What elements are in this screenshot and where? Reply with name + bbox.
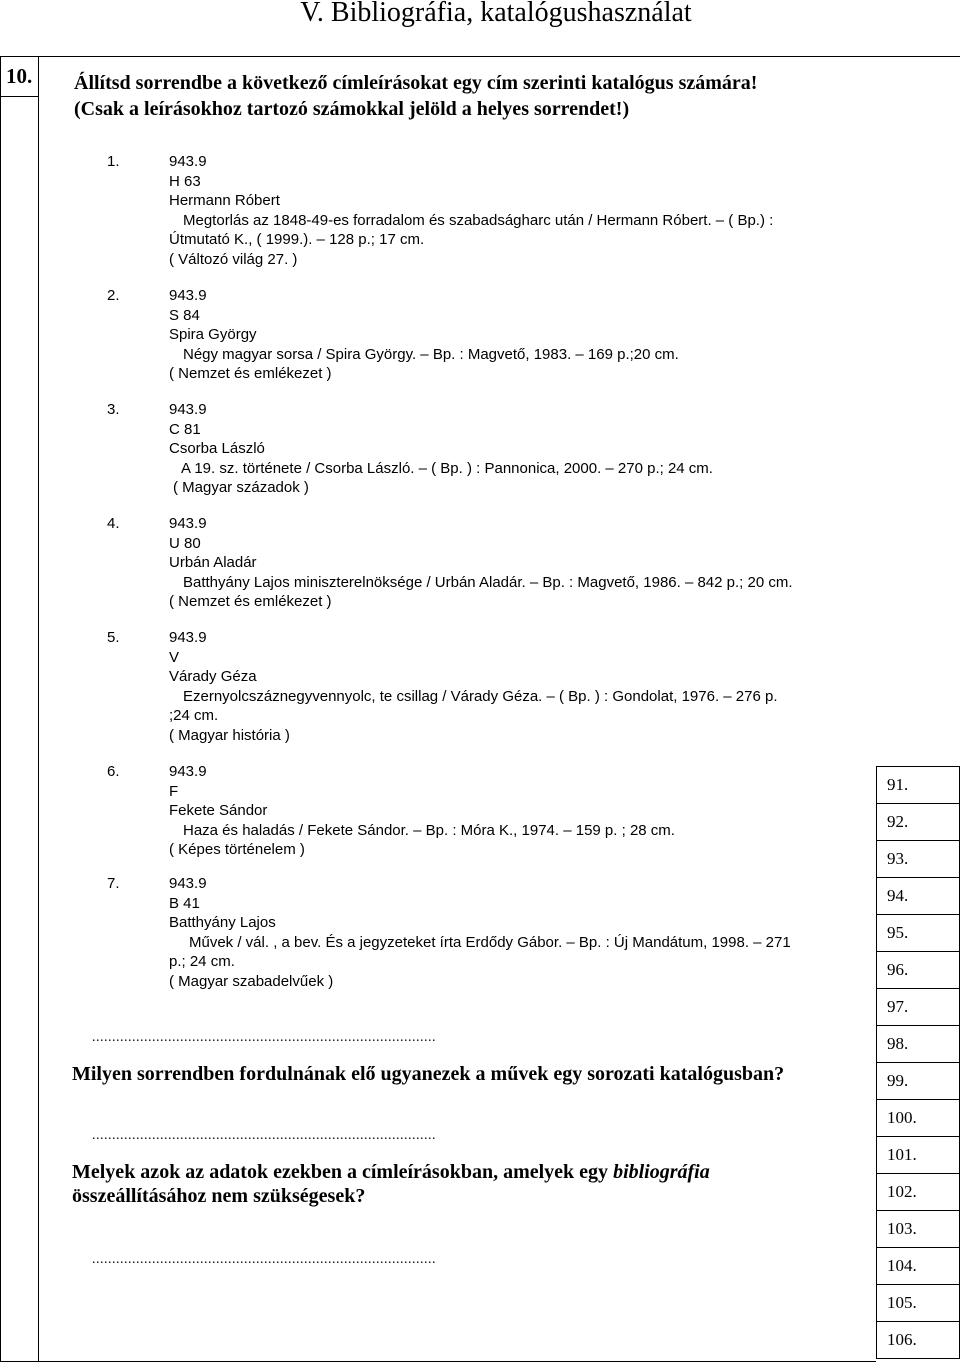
entry-number: 4. xyxy=(107,515,120,532)
entry-number: 2. xyxy=(107,287,120,304)
instruction-line-2: (Csak a leírásokhoz tartozó számokkal jelöld a helyes sorrendet!) xyxy=(74,98,630,120)
side-number-cell[interactable]: 97. xyxy=(877,989,960,1026)
question-2-continued: összeállításához nem szükségesek? xyxy=(72,1185,366,1207)
catalog-entry-4 xyxy=(107,514,877,612)
side-number-cell[interactable]: 98. xyxy=(877,1026,960,1063)
side-number-cell[interactable]: 103. xyxy=(877,1211,960,1248)
side-number-row xyxy=(877,1322,960,1359)
author: Spira György xyxy=(169,326,257,343)
description-continued: Útmutató K., ( 1999.). – 128 p.; 17 cm. xyxy=(169,231,425,248)
catalog-entry-2 xyxy=(107,286,877,384)
question-2-italic-word: bibliográfia xyxy=(613,1161,710,1183)
side-number-cell[interactable]: 94. xyxy=(877,878,960,915)
side-number-cell[interactable]: 99. xyxy=(877,1063,960,1100)
signature: B 41 xyxy=(169,894,200,912)
series: ( Nemzet és emlékezet ) xyxy=(169,365,332,382)
page-title xyxy=(0,0,960,38)
side-number-cell[interactable]: 102. xyxy=(877,1174,960,1211)
author: Fekete Sándor xyxy=(169,802,268,819)
author: Urbán Aladár xyxy=(169,554,257,571)
entry-number: 3. xyxy=(107,401,120,418)
side-number-row xyxy=(877,1211,960,1248)
side-number-row xyxy=(877,767,960,804)
description: Batthyány Lajos miniszterelnöksége / Urbán Aladár. – Bp. : Magvető, 1986. – 842 p.; 20 cm. xyxy=(183,573,793,591)
author: Csorba László xyxy=(169,440,265,457)
description-continued: p.; 24 cm. xyxy=(169,953,235,970)
signature: U 80 xyxy=(169,534,201,552)
description: Haza és haladás / Fekete Sándor. – Bp. : Móra K., 1974. – 159 p. ; 28 cm. xyxy=(183,821,675,839)
author: Várady Géza xyxy=(169,668,257,685)
description-continued: ;24 cm. xyxy=(169,707,219,724)
side-number-row xyxy=(877,878,960,915)
side-number-cell[interactable]: 106. xyxy=(877,1322,960,1359)
side-number-row xyxy=(877,1248,960,1285)
side-number-row xyxy=(877,915,960,952)
call-number: 943.9 xyxy=(169,401,207,418)
signature: F xyxy=(169,782,179,800)
frame-bottom-line xyxy=(0,1361,876,1362)
frame-top-line xyxy=(0,56,960,57)
signature: S 84 xyxy=(169,306,200,324)
call-number: 943.9 xyxy=(169,763,207,780)
entry-number: 6. xyxy=(107,763,120,780)
side-number-cell[interactable]: 92. xyxy=(877,804,960,841)
catalog-entry-5 xyxy=(107,628,877,745)
call-number: 943.9 xyxy=(169,875,207,892)
author: Hermann Róbert xyxy=(169,192,280,209)
side-number-row xyxy=(877,1137,960,1174)
side-number-row xyxy=(877,1100,960,1137)
signature: V xyxy=(169,648,180,666)
entry-number: 5. xyxy=(107,629,120,646)
call-number: 943.9 xyxy=(169,153,207,170)
entry-number: 7. xyxy=(107,875,120,892)
task-instruction xyxy=(74,70,934,122)
description: A 19. sz. története / Csorba László. – ( Bp. ) : Pannonica, 2000. – 270 p.; 24 cm. xyxy=(181,459,713,477)
entry-number: 1. xyxy=(107,153,120,170)
answer-line-3[interactable]: ...................................................................................... xyxy=(92,1252,436,1267)
call-number: 943.9 xyxy=(169,287,207,304)
side-number-cell[interactable]: 91. xyxy=(877,767,960,804)
instruction-line-1: Állítsd sorrendbe a következő címleírásokat egy cím szerinti katalógus számára! xyxy=(74,72,758,94)
side-number-row xyxy=(877,952,960,989)
series: ( Magyar szabadelvűek ) xyxy=(169,972,334,990)
side-number-row xyxy=(877,1285,960,1322)
side-number-cell[interactable]: 105. xyxy=(877,1285,960,1322)
author: Batthyány Lajos xyxy=(169,914,276,931)
side-number-cell[interactable]: 101. xyxy=(877,1137,960,1174)
call-number: 943.9 xyxy=(169,515,207,532)
side-number-column xyxy=(876,766,960,1359)
side-number-row xyxy=(877,1026,960,1063)
side-number-cell[interactable]: 104. xyxy=(877,1248,960,1285)
catalog-entry-6 xyxy=(107,762,877,860)
side-number-cell[interactable]: 95. xyxy=(877,915,960,952)
page-title-text: V. Bibliográfia, katalógushasználat xyxy=(300,0,692,28)
call-number: 943.9 xyxy=(169,629,207,646)
series: ( Nemzet és emlékezet ) xyxy=(169,593,332,610)
side-number-row xyxy=(877,1063,960,1100)
description: Megtorlás az 1848-49-es forradalom és szabadságharc után / Hermann Róbert. – ( Bp.) : xyxy=(183,211,774,229)
side-number-row xyxy=(877,804,960,841)
series: ( Változó világ 27. ) xyxy=(169,250,298,268)
series: ( Magyar história ) xyxy=(169,726,290,744)
side-number-cell[interactable]: 100. xyxy=(877,1100,960,1137)
side-number-row xyxy=(877,841,960,878)
answer-line-2[interactable]: ...................................................................................... xyxy=(92,1128,436,1143)
signature: C 81 xyxy=(169,420,201,438)
question-1: Milyen sorrendben fordulnának elő ugyanezek a művek egy sorozati katalógusban? xyxy=(72,1063,785,1085)
catalog-entry-7 xyxy=(107,874,877,991)
catalog-entry-1 xyxy=(107,152,877,269)
frame-left-line xyxy=(0,56,1,1362)
description: Ezernyolcszáznegyvennyolc, te csillag / Várady Géza. – ( Bp. ) : Gondolat, 1976. – 276 p. xyxy=(183,687,778,705)
side-number-row xyxy=(877,989,960,1026)
side-number-row xyxy=(877,1174,960,1211)
series: ( Magyar századok ) xyxy=(173,479,309,496)
frame-number-underline xyxy=(0,96,38,97)
series: ( Képes történelem ) xyxy=(169,841,305,858)
description: Négy magyar sorsa / Spira György. – Bp. : Magvető, 1983. – 169 p.;20 cm. xyxy=(183,345,679,363)
question-2 xyxy=(72,1160,710,1208)
catalog-entry-3 xyxy=(107,400,877,498)
task-number: 10. xyxy=(6,64,33,88)
frame-divider-line xyxy=(38,56,39,1362)
side-number-cell[interactable]: 96. xyxy=(877,952,960,989)
answer-line-1[interactable]: ...................................................................................... xyxy=(92,1030,436,1045)
description: Művek / vál. , a bev. És a jegyzeteket írta Erdődy Gábor. – Bp. : Új Mandátum, 1998. – 271 xyxy=(189,933,791,951)
side-number-cell[interactable]: 93. xyxy=(877,841,960,878)
signature: H 63 xyxy=(169,172,201,190)
question-2-text: Melyek azok az adatok ezekben a címleírásokban, amelyek egy xyxy=(72,1161,614,1183)
